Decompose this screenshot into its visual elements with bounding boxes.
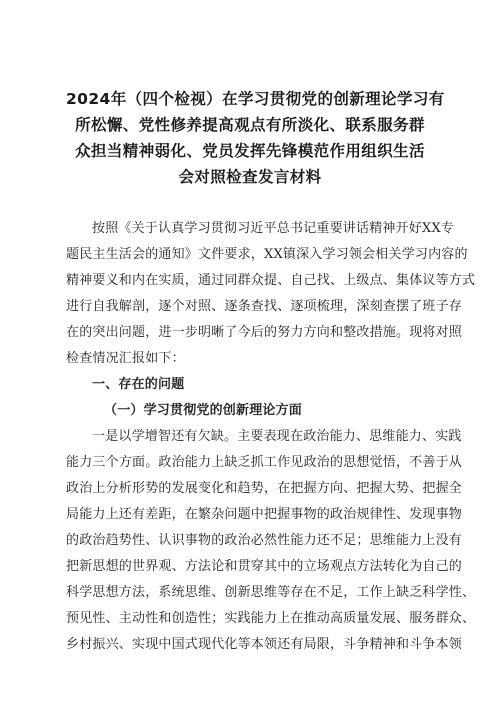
- paragraph-line: 政治上分析形势的发展变化和趋势，在把握方向、把握大势、把握全: [66, 481, 463, 496]
- title-line: 2024年（四个检视）在学习贯彻党的创新理论学习有: [66, 90, 445, 108]
- paragraph-line: 把新思想的世界观、方法论和贯穿其中的立场观点方法转化为自己的: [66, 559, 463, 574]
- paragraph-line: 预见性、主动性和创造性；实践能力上在推动高质量发展、服务群众、: [66, 611, 476, 626]
- intro-paragraph: [66, 216, 476, 372]
- paragraph-line: 检查情况汇报如下：: [66, 351, 185, 366]
- paragraph-line: 能力三个方面。政治能力上缺乏抓工作见政治的思想觉悟，不善于从: [66, 455, 463, 470]
- section-heading: 一、存在的问题: [92, 377, 185, 392]
- subsection-heading: （一）学习贯彻党的创新理论方面: [104, 403, 303, 418]
- paragraph-line: 的政治趋势性、认识事物的政治必然性能力还不足；思维能力上没有: [66, 533, 463, 548]
- document-title: [66, 86, 445, 190]
- paragraph-line: 局能力上还有差距，在繁杂问题中把握事物的政治规律性、发现事物: [66, 507, 463, 522]
- paragraph-line: 在的突出问题，进一步明晰了今后的努力方向和整改措施。现将对照: [66, 325, 463, 340]
- paragraph-line: 按照《关于认真学习贯彻习近平总书记重要讲话精神开好XX专: [92, 221, 455, 236]
- paragraph-line: 题民主生活会的通知》文件要求，XX镇深入学习领会相关学习内容的: [66, 247, 468, 262]
- document-body: [66, 216, 476, 658]
- paragraph-line: 精神要义和内在实质，通过同群众提、自己找、上级点、集体议等方式: [66, 273, 476, 288]
- paragraph-line: 科学思想方法，系统思维、创新思维等存在不足，工作上缺乏科学性、: [66, 585, 476, 600]
- paragraph-line: 一是以学增智还有欠缺。主要表现在政治能力、思维能力、实践: [92, 429, 462, 444]
- paragraph-line: 进行自我解剖，逐个对照、逐条查找、逐项梳理，深刻查摆了班子存: [66, 299, 463, 314]
- title-line: 所松懈、党性修养提高观点有所淡化、联系服务群: [75, 116, 425, 134]
- body-paragraph: [66, 424, 476, 658]
- title-line: 会对照检查发言材料: [178, 168, 322, 186]
- title-line: 众担当精神弱化、党员发挥先锋模范作用组织生活: [75, 142, 425, 160]
- paragraph-line: 乡村振兴、实现中国式现代化等本领还有局限，斗争精神和斗争本领: [66, 637, 463, 652]
